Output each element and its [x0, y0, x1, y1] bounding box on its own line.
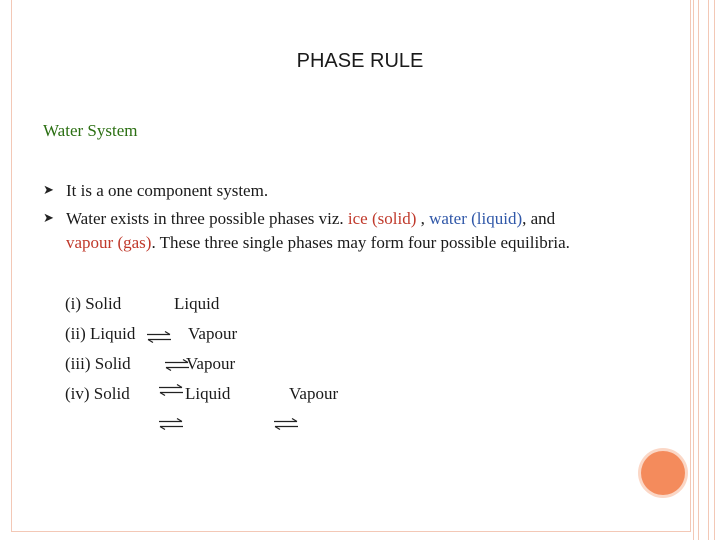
phase-vapour: vapour (gas) [66, 233, 152, 252]
equilibrium-arrow-icon [146, 331, 172, 343]
equilibrium-phase: Liquid [185, 384, 231, 403]
bullet-text-part: , [416, 209, 430, 228]
equilibrium-arrow-icon [273, 418, 299, 430]
equilibrium-phase: Vapour [289, 384, 339, 403]
decorative-circle-icon [641, 451, 685, 495]
equilibrium-label: (iii) Solid [65, 354, 131, 373]
bullet-arrow-icon: ➤ [43, 183, 54, 198]
equilibrium-arrow-icon [158, 418, 184, 430]
bullet-item [43, 207, 663, 255]
phase-water: water (liquid) [429, 209, 523, 228]
decorative-rail [693, 0, 720, 540]
phase-ice: ice (solid) [347, 209, 417, 228]
equilibrium-arrow-icon [158, 384, 184, 396]
equilibrium-label: (i) Solid [65, 294, 122, 313]
bullet-text-part: , and [522, 209, 556, 228]
section-heading: Water System [43, 121, 138, 140]
page-title [0, 50, 720, 73]
equilibrium-phase: Liquid [174, 294, 220, 313]
equilibrium-phase: Vapour [188, 324, 238, 343]
bullet-text-part: . These three single phases may form four possible equilibria. [151, 233, 570, 252]
equilibrium-label: (ii) Liquid [65, 324, 136, 343]
bullet-list [43, 179, 663, 259]
bullet-item [43, 179, 663, 203]
bullet-text-part: Water exists in three possible phases viz. [66, 209, 348, 228]
slide-frame [11, 0, 691, 532]
bullet-arrow-icon: ➤ [43, 211, 54, 226]
page-title-text: PHASE RULE [296, 50, 424, 72]
equilibrium-phase: Vapour [186, 354, 236, 373]
equilibrium-label: (iv) Solid [65, 384, 130, 403]
bullet-text: It is a one component system. [66, 181, 269, 200]
equilibrium-arrow-icon [164, 359, 190, 371]
